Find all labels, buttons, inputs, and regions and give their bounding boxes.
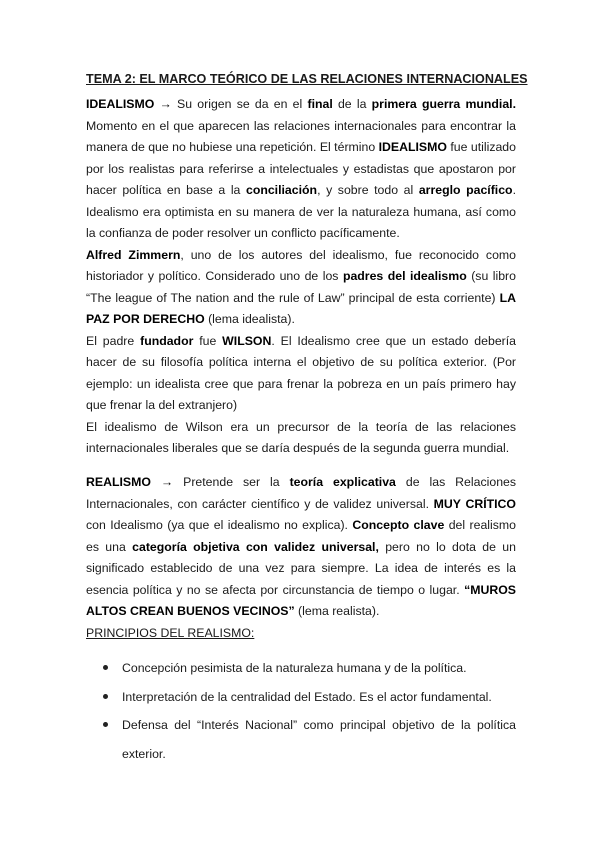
bullet-icon <box>103 665 108 670</box>
principios-list <box>86 654 516 768</box>
realismo-section <box>86 472 516 623</box>
text-run: El padre <box>86 333 141 348</box>
text-run: . Idealismo era optimista en su manera de ver la naturaleza humana, así como la confianza de poder resolver un conflicto pacíficamente. <box>86 183 516 240</box>
idealismo-section <box>86 94 516 460</box>
text-run: fue <box>193 333 223 348</box>
idealismo-paragraph-1 <box>86 94 516 245</box>
bullet-icon <box>103 722 108 727</box>
text-run: (lema realista). <box>294 604 380 618</box>
realismo-paragraph-1 <box>86 472 516 623</box>
list-item <box>86 711 516 768</box>
idealismo-paragraph-2 <box>86 245 516 331</box>
idealismo-paragraph-3 <box>86 331 516 417</box>
list-item-text: Interpretación de la centralidad del Estado. Es el actor fundamental. <box>122 689 492 704</box>
text-run: (su libro “The league of The nation and the rule of Law” principal de esta corriente) <box>86 269 516 305</box>
bold-text-run: final <box>307 97 333 111</box>
text-run: Pretende ser la <box>183 475 290 489</box>
bold-text-run: MUY CRÍTICO <box>433 496 516 511</box>
list-item-text: Defensa del “Interés Nacional” como principal objetivo de la política exterior. <box>122 718 516 761</box>
text-run: , uno de los autores del idealismo, fue reconocido como historiador y político. Considerado uno de los <box>86 247 516 283</box>
bold-text-run: conciliación <box>245 183 318 197</box>
bold-text-run: “MUROS ALTOS CREAN BUENOS VECINOS” <box>86 582 516 618</box>
text-run: (lema idealista). <box>204 312 295 326</box>
bold-text-run: REALISMO → <box>86 475 184 489</box>
bold-text-run: arreglo pacífico <box>418 183 513 197</box>
bold-text-run: Concepto clave <box>352 518 445 532</box>
text-run: de las Relaciones Internacionales, con carácter científico y de validez universal. <box>86 475 517 511</box>
list-item <box>86 683 516 712</box>
bold-text-run: primera guerra mundial. <box>371 97 517 111</box>
text-run: , y sobre todo al <box>317 183 419 197</box>
bold-text-run: Alfred Zimmern <box>86 247 181 262</box>
text-run: Su origen se da en el <box>177 97 308 111</box>
bullet-icon <box>103 694 108 699</box>
bold-text-run: IDEALISMO → <box>86 97 178 111</box>
text-run: pero no lo dota de un significado establecido de una vez para siempre. La idea de interés es la esencia política y no se afecta por circunstancia de tiempo o lugar. <box>86 539 516 597</box>
text-run: con Idealismo (ya que el idealismo no explica). <box>86 518 353 532</box>
text-run: de la <box>332 97 372 111</box>
bold-text-run: WILSON <box>222 333 272 348</box>
text-run: . El Idealismo cree que un estado debería hacer de su filosofía política interna el objetivo de su política exterior. (Por ejemplo: un idealista cree que para frenar la pobreza en un país primero hay que frenar la del extranjero) <box>86 333 517 412</box>
page-title: TEMA 2: EL MARCO TEÓRICO DE LAS RELACIONES INTERNACIONALES <box>86 72 528 86</box>
principios-heading: PRINCIPIOS DEL REALISMO: <box>86 626 255 640</box>
list-item-text: Concepción pesimista de la naturaleza humana y de la política. <box>122 661 467 675</box>
bold-text-run: teoría explicativa <box>289 475 396 489</box>
text-run: fue utilizado por los realistas para referirse a intelectuales y estadistas que apostaron por hacer política en base a la <box>86 140 516 197</box>
bold-text-run: fundador <box>140 333 194 348</box>
bold-text-run: categoría objetiva con validez universal, <box>132 539 379 554</box>
list-item <box>86 654 516 683</box>
bold-text-run: padres del idealismo <box>342 269 467 283</box>
idealismo-paragraph-4 <box>86 417 516 460</box>
bold-text-run: LA PAZ POR DERECHO <box>86 290 516 326</box>
text-run: del realismo es una <box>86 518 516 554</box>
text-run: Momento en el que aparecen las relaciones internacionales para encontrar la manera de que no hubiese una repetición. El término <box>86 118 516 154</box>
text-run: El idealismo de Wilson era un precursor de la teoría de las relaciones internacionales liberales que se daría después de la segunda guerra mundial. <box>86 419 516 455</box>
bold-text-run: IDEALISMO <box>378 140 447 154</box>
